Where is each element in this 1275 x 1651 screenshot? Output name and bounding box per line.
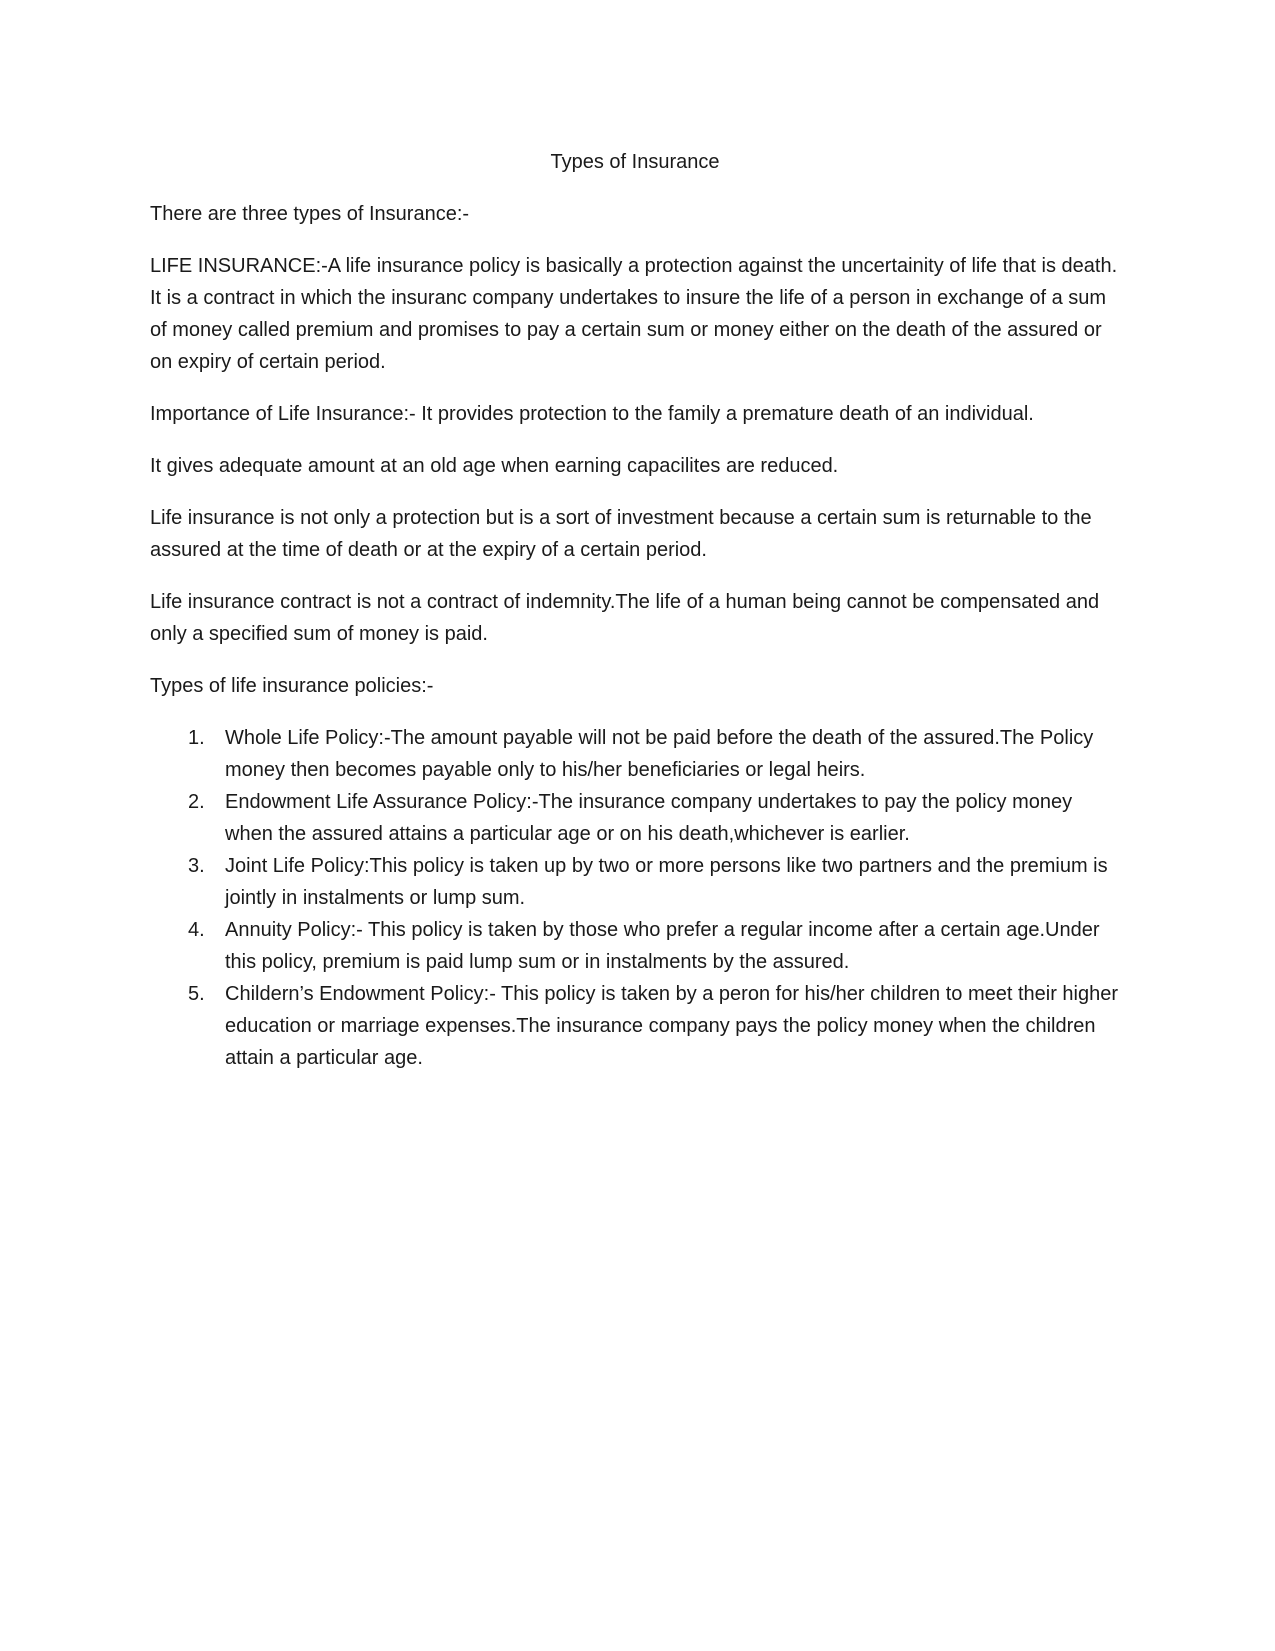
document-title: Types of Insurance <box>550 151 720 173</box>
list-item <box>150 914 1120 978</box>
list-item-number: 1. <box>188 727 205 749</box>
list-item-text: Annuity Policy:- This policy is taken by those who prefer a regular income after a certain age.Under this policy, premium is paid lump sum or in instalments by the assured. <box>225 919 1100 973</box>
list-item-text: Endowment Life Assurance Policy:-The insurance company undertakes to pay the policy money when the assured attains a particular age or on his death,whichever is earlier. <box>225 791 1073 845</box>
list-item-number: 5. <box>188 983 205 1005</box>
list-item-text: Childern’s Endowment Policy:- This policy is taken by a peron for his/her children to meet their higher education or marriage expenses.The insurance company pays the policy money when the children attain a particular age. <box>225 983 1119 1069</box>
document-body <box>150 146 1120 1074</box>
list-item <box>150 850 1120 914</box>
indemnity-paragraph: Life insurance contract is not a contract of indemnity.The life of a human being cannot be compensated and only a specified sum of money is paid. <box>150 591 1100 645</box>
list-item-number: 4. <box>188 919 205 941</box>
life-insurance-definition: LIFE INSURANCE:-A life insurance policy is basically a protection against the uncertainity of life that is death. It is a contract in which the insuranc company undertakes to insure the life of a person in exchange of a sum of money called premium and promises to pay a certain sum or money either on the death of the assured or on expiry of certain period. <box>150 255 1118 373</box>
list-item <box>150 978 1120 1074</box>
policies-heading: Types of life insurance policies:- <box>150 675 434 697</box>
intro-paragraph: There are three types of Insurance:- <box>150 203 470 225</box>
list-item <box>150 722 1120 786</box>
list-item <box>150 786 1120 850</box>
list-item-number: 3. <box>188 855 205 877</box>
list-item-number: 2. <box>188 791 205 813</box>
investment-paragraph: Life insurance is not only a protection but is a sort of investment because a certain sum is returnable to the assured at the time of death or at the expiry of a certain period. <box>150 507 1092 561</box>
importance-paragraph: Importance of Life Insurance:- It provides protection to the family a premature death of an individual. <box>150 403 1034 425</box>
policy-list <box>150 722 1120 1074</box>
list-item-text: Whole Life Policy:-The amount payable will not be paid before the death of the assured.The Policy money then becomes payable only to his/her beneficiaries or legal heirs. <box>225 727 1094 781</box>
old-age-paragraph: It gives adequate amount at an old age when earning capacilites are reduced. <box>150 455 839 477</box>
list-item-text: Joint Life Policy:This policy is taken up by two or more persons like two partners and the premium is jointly in instalments or lump sum. <box>225 855 1108 909</box>
